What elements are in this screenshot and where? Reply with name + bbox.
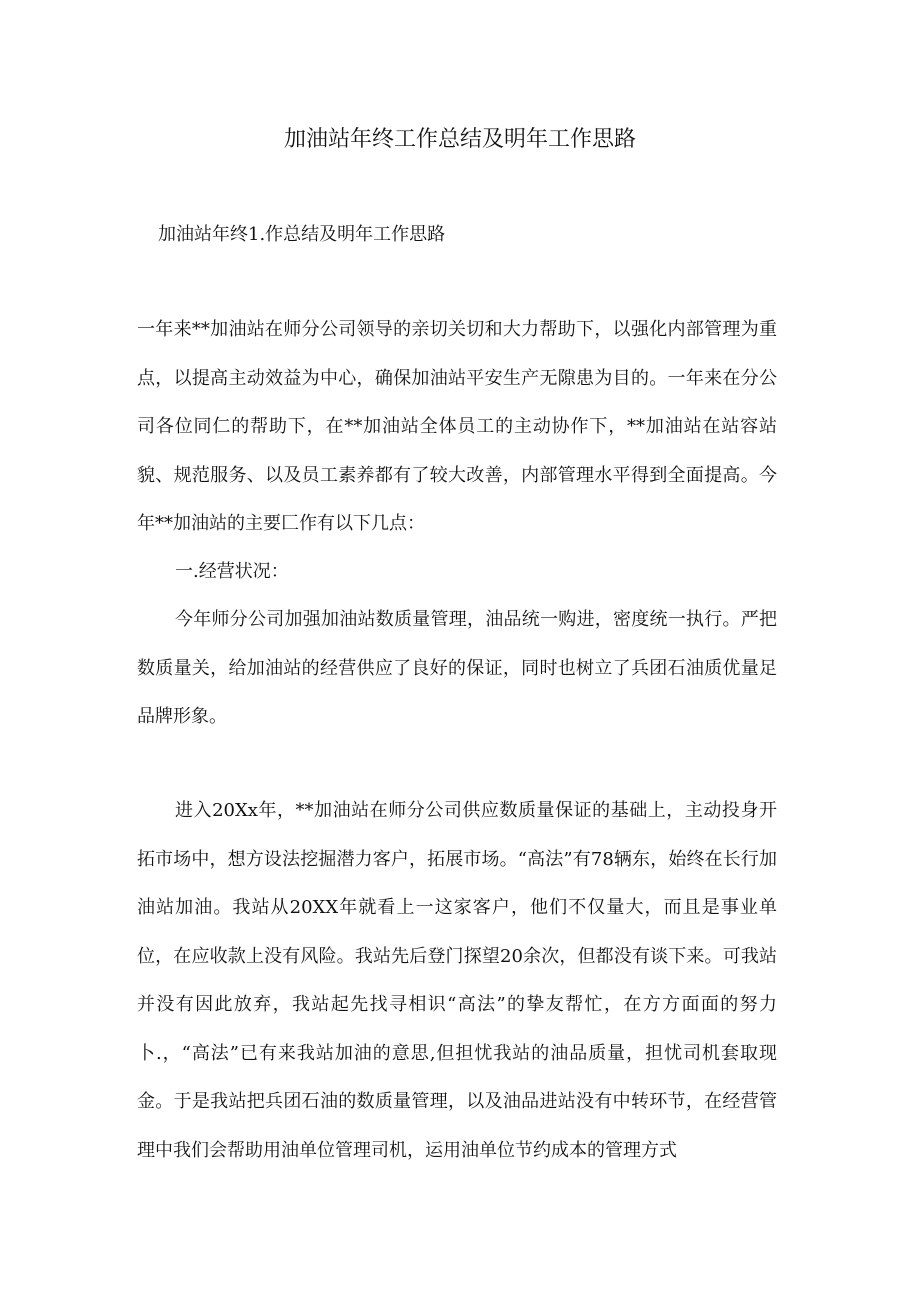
paragraph-intro: 一年来**加油站在师分公司领导的亲切关切和大力帮助下，以强化内部管理为重点，以提高主动效益为中心，确保加油站平安生产无隙患为目的。一年来在分公司各位同仁的帮助下，在**加油站全体员工的主动协作下，**加油站在站容站貌、规范服务、以及员工素养都有了较大改善，内部管理水平得到全面提高。今年**加油站的主要匚作有以下几点： [137, 319, 777, 534]
paragraph-quality-management: 今年师分公司加强加油站数质量管理，油品统一购进，密度统一执行。严把数质量关，给加油站的经营供应了良好的保证，同时也树立了兵团石油质优量足品牌形象。 [137, 609, 777, 727]
document-subtitle: 加油站年终1.作总结及明年工作思路 [158, 224, 446, 245]
document-title: 加油站年终工作总结及明年工作思路 [283, 127, 636, 152]
section-heading-operations: 一.经营状况： [175, 561, 289, 582]
paragraph-market-expansion: 进入20Xx年，**加油站在师分公司供应数质量保证的基础上，主动投身开拓市场中，想方设法挖掘潜力客户，拓展市场。“高法”有78辆东，始终在长行加油站加油。我站从20XX年就看上一这家客户，他们不仅量大，而且是事业单位，在应收款上没有风险。我站先后登门探望20余次，但都没有谈下来。可我站并没有因此放弃，我站起先找寻相识“高法”的挚友帮忙，在方方面面的努力卜.，“高法”已有来我站加油的意思,但担忧我站的油品质量，担忧司机套取现金。于是我站把兵团石油的数质量管理，以及油品进站没有中转环节，在经营管理中我们会帮助用油单位管理司机，运用油单位节约成本的管理方式 [137, 800, 777, 1161]
